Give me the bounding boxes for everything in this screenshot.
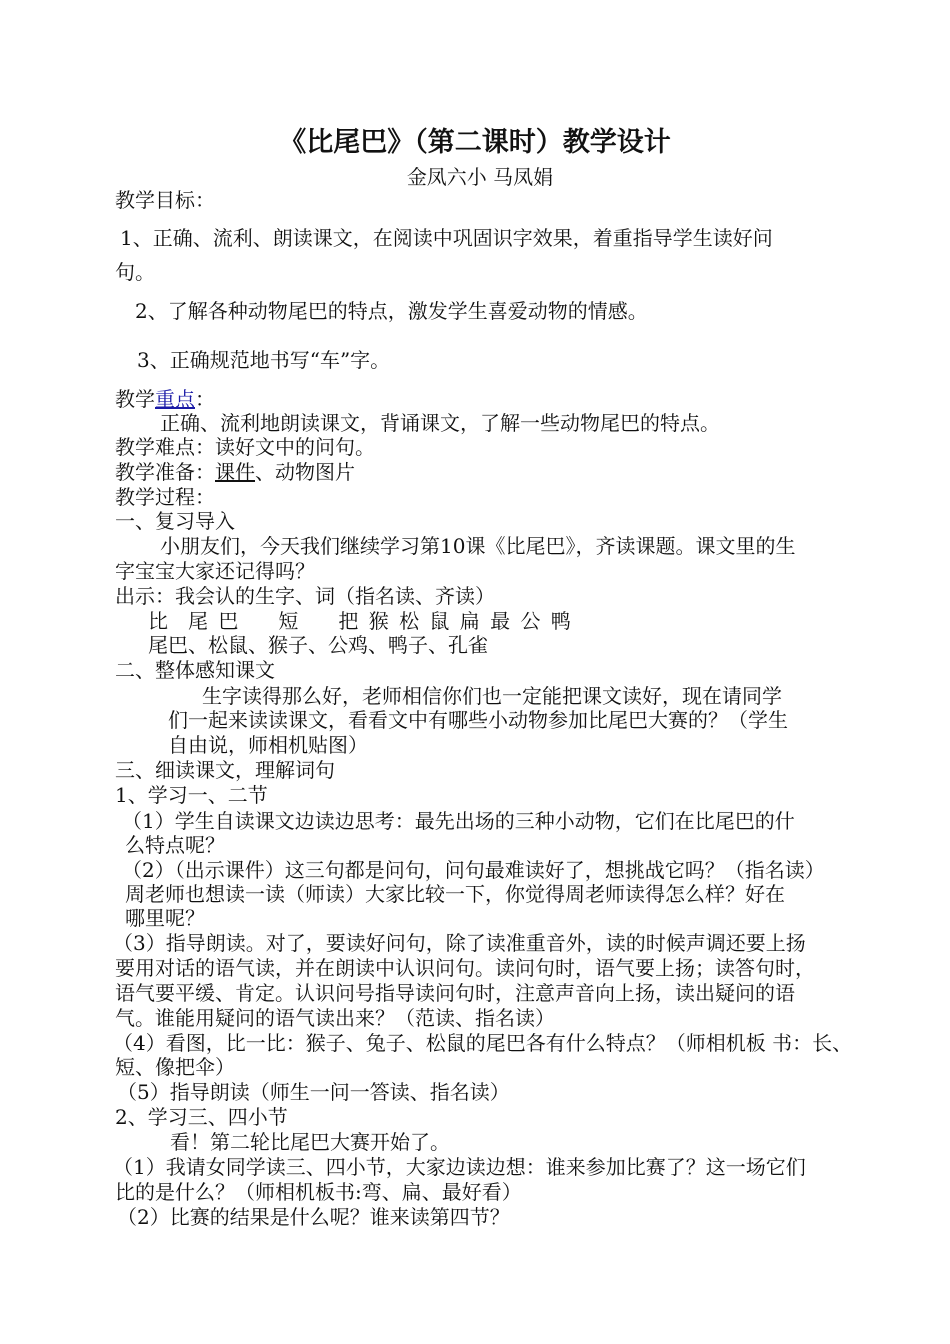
paragraph-line: 语气要平缓、肯定。认识问号指导读问句时，注意声音向上扬，读出疑问的语 (115, 981, 795, 1005)
key-points-link[interactable]: 重点 (155, 387, 195, 411)
paragraph-line: 比的是什么？（师相机板书:弯、扁、最好看） (115, 1180, 522, 1204)
paragraph-line: 短、像把伞） (115, 1055, 235, 1079)
paragraph-line: 字宝宝大家还记得吗？ (115, 559, 315, 583)
section-heading: 一、复习导入 (115, 509, 235, 533)
preparation (115, 460, 355, 484)
word-list: 尾巴、松鼠、猴子、公鸡、鸭子、孔雀 (148, 633, 488, 657)
paragraph-line: （1）学生自读课文边读边思考：最先出场的三种小动物，它们在比尾巴的什 (122, 809, 795, 833)
paragraph-line: （1）我请女同学读三、四小节，大家边读边想：谁来参加比赛了？这一场它们 (113, 1155, 806, 1179)
paragraph-line: （5）指导朗读（师生一问一答读、指名读） (117, 1080, 510, 1104)
key-points-prefix: 教学 (115, 387, 155, 411)
preparation-link[interactable]: 课件 (215, 460, 255, 484)
paragraph-line: 周老师也想读一读（师读）大家比较一下，你觉得周老师读得怎么样？好在 (125, 882, 785, 906)
key-points-text: 正确、流利地朗读课文，背诵课文，了解一些动物尾巴的特点。 (160, 411, 720, 435)
goal-2: 2、了解各种动物尾巴的特点，激发学生喜爱动物的情感。 (135, 299, 648, 323)
section-heading: 三、细读课文，理解词句 (115, 758, 335, 782)
document-title: 《比尾巴》（第二课时）教学设计 (279, 127, 671, 158)
key-points-suffix: ： (195, 387, 215, 411)
paragraph-line: 出示：我会认的生字、词（指名读、齐读） (115, 584, 495, 608)
subsection-heading: 2、学习三、四小节 (115, 1105, 288, 1129)
goal-1-cont: 句。 (115, 260, 155, 284)
paragraph-line: 小朋友们，今天我们继续学习第10课《比尾巴》，齐读课题。课文里的生 (160, 534, 796, 558)
paragraph-line: 自由说，师相机贴图） (168, 733, 368, 757)
subsection-heading: 1、学习一、二节 (115, 783, 268, 807)
process-heading: 教学过程： (115, 485, 215, 509)
paragraph-line: 气。谁能用疑问的语气读出来？（范读、指名读） (115, 1006, 555, 1030)
difficulty: 教学难点：读好文中的问句。 (115, 435, 375, 459)
paragraph-line: 要用对话的语气读，并在朗读中认识问句。读问句时，语气要上扬；读答句时， (115, 956, 815, 980)
paragraph-line: 们一起来读读课文，看看文中有哪些小动物参加比尾巴大赛的？（学生 (168, 708, 788, 732)
paragraph-line: （4）看图，比一比：猴子、兔子、松鼠的尾巴各有什么特点？（师相机板 书：长、 (113, 1031, 853, 1055)
paragraph-line: 么特点呢？ (125, 833, 225, 857)
goal-1: 1、正确、流利、朗读课文，在阅读中巩固识字效果，着重指导学生读好问 (120, 226, 773, 250)
paragraph-line: （3）指导朗读。对了，要读好问句，除了读准重音外，读的时候声调还要上扬 (113, 931, 806, 955)
preparation-suffix: 、动物图片 (255, 460, 355, 484)
key-points-heading (115, 387, 215, 411)
preparation-prefix: 教学准备： (115, 460, 215, 484)
paragraph-line: （2）比赛的结果是什么呢？谁来读第四节？ (117, 1205, 510, 1229)
goals-heading: 教学目标： (115, 188, 215, 212)
paragraph-line: 生字读得那么好，老师相信你们也一定能把课文读好，现在请同学 (202, 684, 782, 708)
paragraph-line: （2）（出示课件）这三句都是问句，问句最难读好了，想挑战它吗？（指名读） (122, 858, 825, 882)
paragraph-line: 看！第二轮比尾巴大赛开始了。 (170, 1130, 450, 1154)
section-heading: 二、整体感知课文 (115, 658, 275, 682)
goal-3: 3、正确规范地书写“车”字。 (137, 348, 391, 372)
author-line: 金凤六小 马凤娟 (406, 165, 554, 189)
paragraph-line: 哪里呢？ (125, 906, 205, 930)
character-list: 比 尾 巴 短 把 猴 松 鼠 扁 最 公 鸭 (148, 609, 571, 633)
